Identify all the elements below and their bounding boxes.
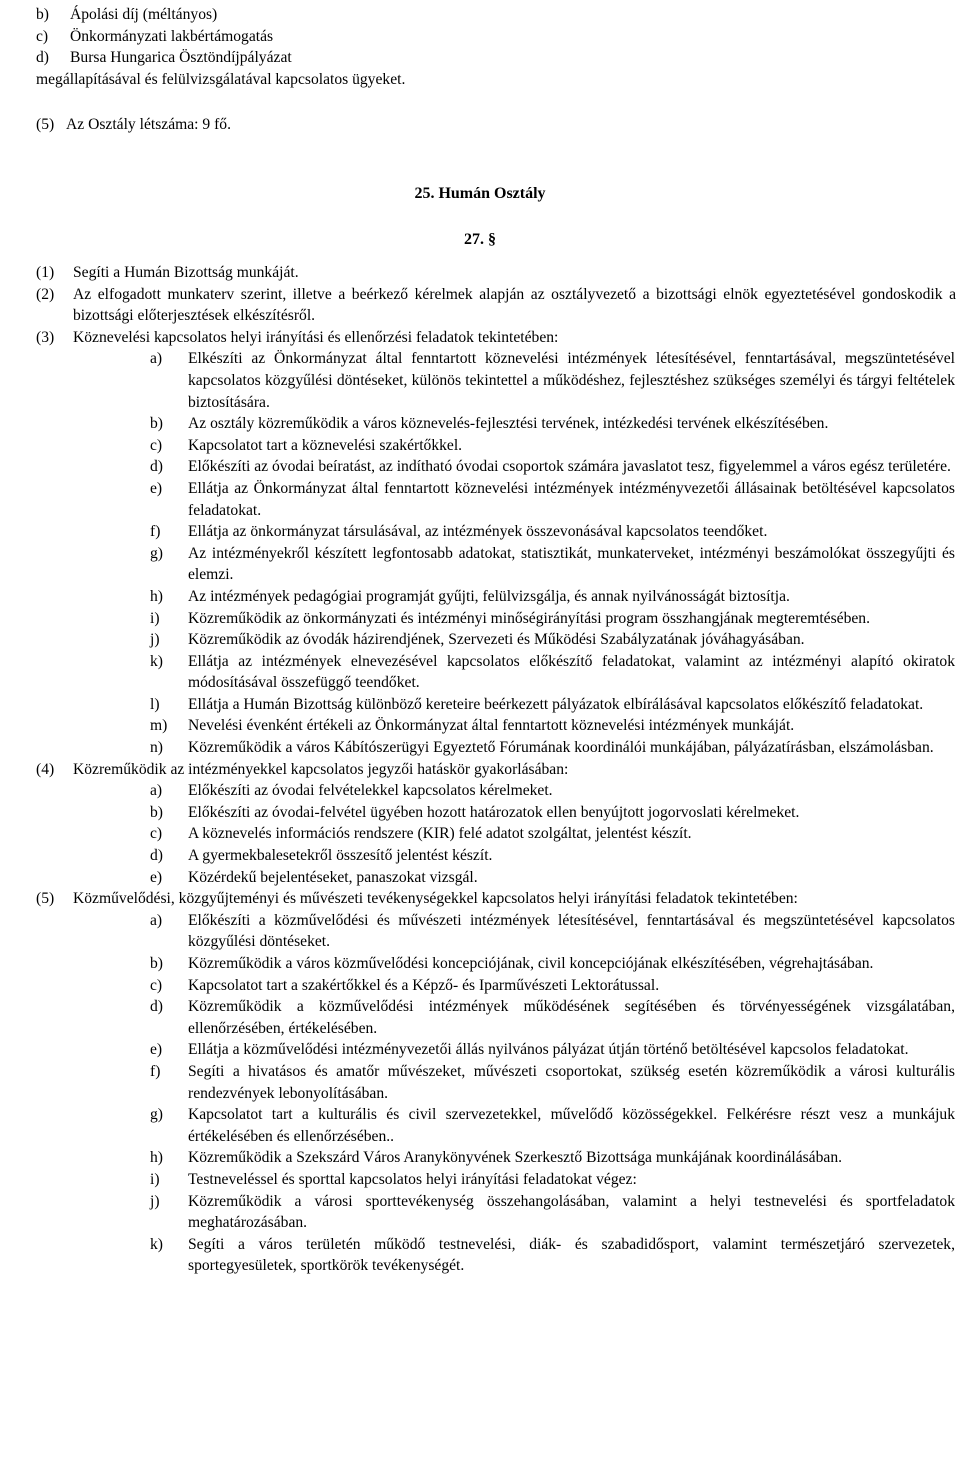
intro-list [36, 4, 936, 90]
list-item [150, 715, 955, 737]
list-item [150, 586, 955, 608]
item-label: e) [150, 1041, 163, 1059]
item-text: Előkészíti a közművelődési és művészeti intézmények létesítésével, fenntartásával és megszüntetésével kapcsolatos közgyűlési döntéseket. [188, 911, 955, 951]
paragraph-text: Köznevelési kapcsolatos helyi irányítási és ellenőrzési feladatok tekintetében: [73, 328, 559, 346]
item-label: g) [150, 1106, 163, 1124]
item-label: c) [150, 825, 163, 843]
item-text: Kapcsolatot tart a szakértőkkel és a Képző- és Iparművészeti Lektorátussal. [188, 976, 660, 994]
item-label: b) [150, 415, 163, 433]
list-item [150, 823, 955, 845]
paragraph-label: (5) [36, 890, 55, 908]
item-text: A köznevelés információs rendszere (KIR) felé adatot szolgáltat, jelentést készít. [188, 825, 692, 843]
item-label: d) [150, 847, 163, 865]
paragraph-label: (3) [36, 328, 55, 346]
list-item [150, 435, 955, 457]
item-text: Kapcsolatot tart a kulturális és civil szervezetekkel, művelődő közösségekkel. Felkérésre részt vesz a munkájuk értékelésében és ellenőrzésében.. [188, 1106, 955, 1145]
item-text: Ellátja a közművelődési intézményvezetői állás nyilvános pályázat útján történő betöltésével kapcsolos feladatokat. [188, 1041, 909, 1059]
list-item [150, 1039, 955, 1061]
item-text: Közreműködik a közművelődési intézmények működésének segítésében és törvényességének vizsgálatában, ellenőrzésében, értékelésében. [188, 998, 955, 1037]
item-label: m) [150, 717, 168, 735]
list-item [150, 737, 955, 759]
item-label: a) [150, 911, 163, 929]
item-label: h) [150, 587, 163, 605]
item-label: d) [150, 458, 163, 476]
list-item [150, 543, 955, 586]
item-label: i) [150, 609, 160, 627]
item-text: Önkormányzati lakbértámogatás [70, 27, 274, 45]
paragraph-text: Segíti a Humán Bizottság munkáját. [73, 264, 299, 281]
list-item [150, 456, 955, 478]
item-text: Ellátja az intézmények elnevezésével kapcsolatos előkészítő feladatokat, valamint az intézményi alapító okiratok módosításával összefüggő teendőket. [188, 652, 955, 692]
item-label: e) [150, 479, 163, 497]
item-text: Ápolási díj (méltányos) [70, 6, 218, 23]
list-item [150, 1147, 955, 1169]
item-text: Kapcsolatot tart a köznevelési szakértőkkel. [188, 436, 463, 454]
item-label: b) [150, 803, 163, 821]
list-item [150, 1169, 955, 1191]
paragraph-text: Közművelődési, közgyűjteményi és művészeti tevékenységekkel kapcsolatos helyi irányítási feladatok tekintetében: [73, 890, 798, 908]
list-item [150, 478, 955, 521]
list-item [150, 910, 955, 953]
list-item [150, 608, 955, 630]
list-item [150, 413, 955, 435]
item-label: f) [150, 523, 161, 541]
item-text: Közérdekű bejelentéseket, panaszokat vizsgál. [188, 868, 478, 886]
list-item [150, 1234, 955, 1277]
paragraph-label: (5) [36, 116, 55, 133]
list-item [150, 867, 955, 889]
item-label: b) [150, 955, 163, 972]
intro-item-c [36, 26, 936, 48]
list-item [150, 1104, 955, 1147]
item-label: k) [150, 652, 163, 670]
item-text: Az intézmények pedagógiai programját gyűjti, felülvizsgálja, és annak nyilvánosságát biztosítja. [188, 587, 790, 605]
paragraph-1 [36, 262, 956, 284]
item-label: c) [36, 27, 49, 45]
item-label: d) [150, 998, 163, 1016]
list-item [150, 651, 955, 694]
item-label: c) [150, 976, 163, 994]
list-item [150, 953, 955, 975]
paragraph-list [36, 262, 956, 1277]
paragraph-text: Közreműködik az intézményekkel kapcsolatos jegyzői hatáskör gyakorlásában: [73, 760, 569, 778]
item-label: e) [150, 868, 163, 886]
item-label: c) [150, 436, 163, 454]
intro-item-d [36, 47, 936, 69]
item-label: a) [150, 350, 163, 368]
item-text: Közreműködik az óvodák házirendjének, Szervezeti és Működési Szabályzatának jóváhagyásában. [188, 631, 805, 649]
paragraph-number: 27. § [464, 231, 496, 248]
paragraph-text: Az elfogadott munkaterv szerint, illetve a beérkező kérelmek alapján az osztályvezető a bizottsági elnök egyeztetésével gondoskodik a bizottsági előterjesztések elkészítésről. [73, 285, 956, 325]
item-label: k) [150, 1235, 163, 1253]
staff-paragraph [36, 114, 231, 136]
list-item [150, 996, 955, 1039]
list-item [150, 845, 955, 867]
item-text: Közreműködik a város közművelődési koncepciójának, civil koncepciójának elkészítésében, végrehajtásában. [188, 955, 874, 972]
item-text: Közreműködik az önkormányzati és intézményi minőségirányítási program összhangjának megteremtésében. [188, 609, 871, 627]
paragraph-5 [36, 888, 956, 910]
item-text: Közreműködik a városi sporttevékenység összehangolásában, valamint a helyi testnevelési és sportfeladatok meghatározásában. [188, 1192, 955, 1232]
list-item [150, 1191, 955, 1234]
item-text: Az osztály közreműködik a város köznevelés-fejlesztési tervének, intézkedési tervének elkészítésében. [188, 415, 829, 433]
section-title: 25. Humán Osztály [414, 185, 546, 202]
paragraph-text: Az Osztály létszáma: 9 fő. [66, 116, 231, 133]
item-label: b) [36, 6, 49, 23]
item-label: j) [150, 631, 160, 649]
intro-item-b [36, 4, 936, 26]
item-text: Közreműködik a Szekszárd Város Aranykönyvének Szerkesztő Bizottsága munkájának koordinálásában. [188, 1149, 843, 1167]
item-label: n) [150, 739, 163, 757]
item-label: a) [150, 782, 163, 800]
list-item [150, 975, 955, 997]
paragraph-4 [36, 759, 956, 781]
paragraph-2 [36, 284, 956, 327]
item-label: i) [150, 1170, 160, 1188]
intro-closing: megállapításával és felülvizsgálatával kapcsolatos ügyeket. [36, 70, 406, 88]
item-label: l) [150, 695, 160, 713]
item-text: Ellátja az önkormányzat társulásával, az intézmények összevonásával kapcsolatos teendőket. [188, 523, 768, 541]
item-text: Ellátja a Humán Bizottság különböző kereteire beérkezett pályázatok elbírálásával kapcsolatos előkészítő feladatokat. [188, 695, 924, 713]
list-item [150, 694, 955, 716]
item-text: Segíti a város területén működő testnevelési, diák- és szabadidősport, valamint természetjáró szervezetek, sportegyesületek, sportkörök tevékenységét. [188, 1235, 955, 1275]
item-text: Nevelési évenként értékeli az Önkormányzat által fenntartott köznevelési intézmények munkáját. [188, 717, 795, 735]
list-item [150, 348, 955, 413]
item-text: Testneveléssel és sporttal kapcsolatos helyi irányítási feladatokat végez: [188, 1170, 637, 1188]
paragraph-3 [36, 327, 956, 349]
paragraph-label: (4) [36, 760, 55, 778]
item-text: Elkészíti az Önkormányzat által fenntartott köznevelési intézmények létesítésével, fenntartásával, megszüntetésével kapcsolatos közgyűlési döntéseket, különös tekintettel a működéshez, fejlesztéshez szükséges személyi és tárgyi feltételek biztosítására. [188, 350, 955, 411]
item-text: Ellátja az Önkormányzat által fenntartott köznevelési intézmények intézményvezetői állásainak betöltésével kapcsolatos feladatokat. [188, 479, 955, 519]
item-label: j) [150, 1192, 160, 1210]
item-text: Segíti a hivatásos és amatőr művészeket, művészeti csoportokat, szükség esetén közreműködik a városi kulturális rendezvények lebonyolításában. [188, 1062, 955, 1102]
item-label: h) [150, 1149, 163, 1167]
list-item [150, 521, 955, 543]
item-text: A gyermekbalesetekről összesítő jelentést készít. [188, 847, 493, 865]
item-label: f) [150, 1062, 161, 1080]
item-text: Előkészíti az óvodai-felvétel ügyében hozott határozatok ellen benyújtott jogorvoslati kérelmeket. [188, 803, 800, 821]
list-item [150, 802, 955, 824]
item-text: Az intézményekről készített legfontosabb adatokat, statisztikát, munkaterveket, intézményi beszámolókat összegyűjti és elemzi. [188, 544, 955, 584]
item-label: d) [36, 49, 49, 67]
item-label: g) [150, 544, 163, 562]
item-text: Bursa Hungarica Ösztöndíjpályázat [70, 49, 292, 67]
paragraph-label: (1) [36, 264, 55, 281]
item-text: Előkészíti az óvodai beíratást, az indítható óvodai csoportok számára javaslatot tesz, figyelemmel a város egész területére. [188, 458, 951, 476]
item-text: Közreműködik a város Kábítószerügyi Egyeztető Fórumának koordinálói munkájában, pályázatírásban, elszámolásban. [188, 739, 934, 757]
list-item [150, 1061, 955, 1104]
item-text: Előkészíti az óvodai felvételekkel kapcsolatos kérelmeket. [188, 782, 553, 800]
paragraph-label: (2) [36, 285, 55, 303]
list-item [150, 780, 955, 802]
list-item [150, 629, 955, 651]
